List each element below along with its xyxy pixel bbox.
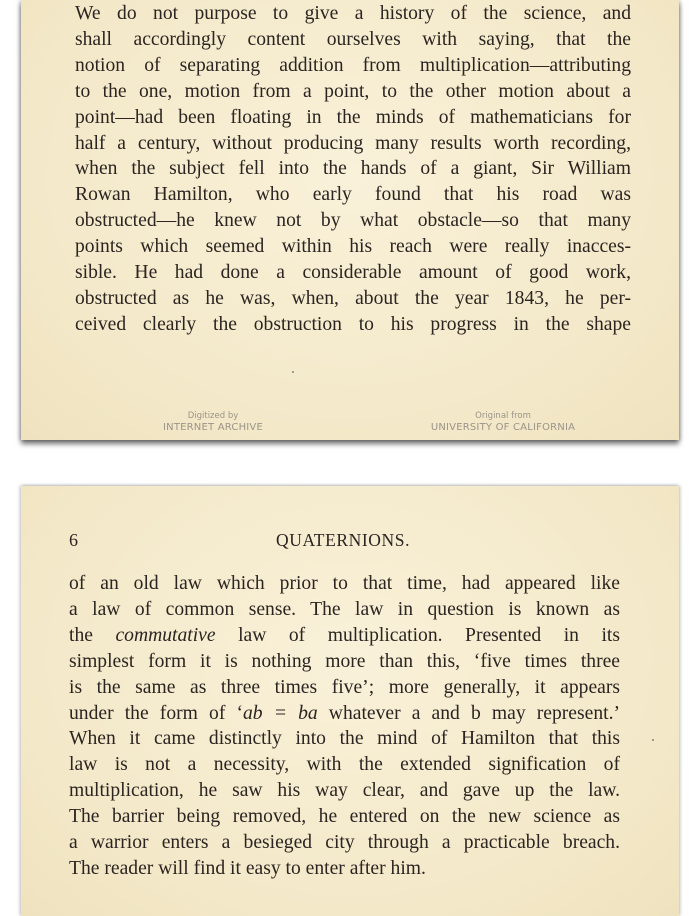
text-segment: The barrier being removed, he entered on the new science as (69, 806, 620, 828)
running-title: QUATERNIONS. (276, 530, 411, 550)
credit-label: Original from (475, 411, 531, 421)
text-segment: a warrior enters a besieged city through a practicable breach. (69, 832, 620, 854)
text-line: notion of separating addition from multiplication—attributing (75, 54, 631, 76)
paper-speck (292, 371, 294, 373)
text-line: points which seemed within his reach were really inacces- (75, 236, 631, 258)
text-segment: law is not a necessity, with the extended signification of (69, 754, 620, 776)
text-segment: multiplication, he saw his way clear, and gave up the law. (69, 780, 620, 802)
credit-label: Digitized by (187, 411, 239, 421)
body-text-bottom (69, 571, 620, 882)
italic-term: commutative (115, 624, 216, 646)
text-line (69, 856, 620, 882)
page-number: 6 (69, 530, 78, 550)
text-segment: The reader will find it easy to enter after him. (69, 857, 426, 879)
scanned-page-top (21, 0, 679, 440)
text-line (69, 726, 620, 752)
text-line: ceived clearly the obstruction to his progress in the shape (75, 313, 631, 335)
text-line (69, 752, 620, 778)
text-line: to the one, motion from a point, to the other motion about a (75, 80, 631, 102)
digitized-by-credit (143, 410, 283, 434)
text-line: obstructed—he knew not by what obstacle—so that many (75, 210, 631, 232)
text-line (69, 597, 620, 623)
text-segment: of an old law which prior to that time, had appeared like (69, 573, 620, 594)
text-line: sible. He had done a considerable amount of good work, (75, 262, 631, 284)
text-line (69, 623, 620, 649)
text-segment: a law of common sense. The law in question is known as (69, 598, 620, 620)
italic-term: ab = ba (243, 702, 318, 724)
credit-source: UNIVERSITY OF CALIFORNIA (430, 422, 576, 433)
text-line (69, 778, 620, 804)
text-line (69, 701, 620, 727)
text-line: Rowan Hamilton, who early found that his road was (75, 184, 631, 206)
text-line: obstructed as he was, when, about the year 1843, he per- (75, 287, 631, 309)
text-line (69, 649, 620, 675)
scanned-page-bottom (21, 486, 679, 916)
body-text-top (75, 1, 631, 338)
text-segment: the (69, 624, 116, 646)
text-line: shall accordingly content ourselves with saying, that the (75, 28, 631, 50)
text-segment: simplest form it is nothing more than this, ‘five times three (69, 650, 620, 672)
text-line: when the subject fell into the hands of a giant, Sir William (75, 158, 631, 180)
text-line (69, 675, 620, 701)
text-segment: law of multiplication. Presented in its (215, 624, 620, 646)
original-from-credit (403, 410, 603, 434)
paper-speck (652, 739, 654, 741)
text-segment: When it came distinctly into the mind of Hamilton that this (69, 728, 620, 750)
text-line: point—had been floating in the minds of mathematicians for (75, 106, 631, 128)
text-line: half a century, without producing many results worth recording, (75, 132, 631, 154)
text-line: We do not purpose to give a history of the science, and (75, 3, 631, 24)
text-segment: is the same as three times five’; more generally, it appears (69, 676, 620, 698)
text-segment: whatever a and b may represent.’ (317, 702, 620, 724)
text-line (69, 571, 620, 597)
credit-source: INTERNET ARCHIVE (163, 422, 263, 433)
text-segment: under the form of ‘ (69, 702, 243, 724)
text-line (69, 830, 620, 856)
text-line (69, 804, 620, 830)
